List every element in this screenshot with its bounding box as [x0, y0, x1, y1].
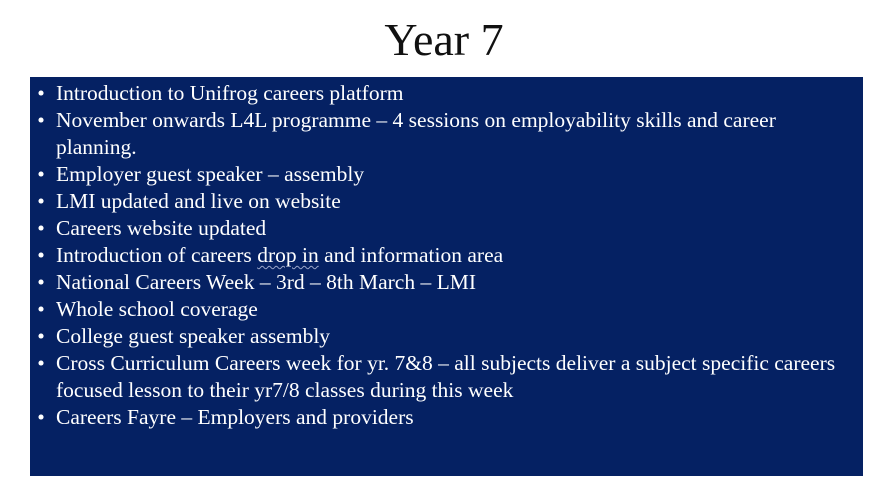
- bullet-text: National Careers Week – 3rd – 8th March – LMI: [56, 270, 476, 294]
- bullet-icon: •: [37, 108, 45, 132]
- bullet-text: Whole school coverage: [56, 297, 258, 321]
- bullet-text-start: Introduction of careers: [56, 243, 258, 267]
- list-item: [30, 80, 853, 107]
- bullet-text: LMI updated and live on website: [56, 189, 341, 213]
- list-item: [30, 161, 853, 188]
- bullet-icon: •: [37, 351, 45, 375]
- bullet-list: [30, 77, 863, 431]
- content-box: [30, 77, 863, 476]
- bullet-icon: •: [37, 81, 45, 105]
- bullet-icon: •: [37, 189, 45, 213]
- bullet-text: Careers website updated: [56, 216, 267, 240]
- bullet-text: [56, 243, 503, 267]
- bullet-icon: •: [37, 297, 45, 321]
- list-item: [30, 107, 853, 161]
- bullet-icon: •: [37, 270, 45, 294]
- list-item: [30, 188, 853, 215]
- bullet-text: Cross Curriculum Careers week for yr. 7&8 – all subjects deliver a subject specific careers focused lesson to their yr7/8 classes during this week: [56, 351, 836, 402]
- bullet-icon: •: [37, 405, 45, 429]
- bullet-text: Careers Fayre – Employers and providers: [56, 405, 414, 429]
- bullet-text: Introduction to Unifrog careers platform: [56, 81, 404, 105]
- bullet-text: November onwards L4L programme – 4 sessions on employability skills and career planning.: [56, 108, 776, 159]
- bullet-text-end: and information area: [318, 243, 504, 267]
- list-item: [30, 215, 853, 242]
- slide-title: Year 7: [384, 14, 504, 65]
- bullet-text: College guest speaker assembly: [56, 324, 331, 348]
- bullet-icon: •: [37, 216, 45, 240]
- bullet-text: Employer guest speaker – assembly: [56, 162, 365, 186]
- list-item: [30, 242, 853, 269]
- list-item: [30, 350, 853, 404]
- list-item: [30, 296, 853, 323]
- bullet-icon: •: [37, 324, 45, 348]
- list-item: [30, 404, 853, 431]
- bullet-icon: •: [37, 162, 45, 186]
- list-item: [30, 323, 853, 350]
- bullet-icon: •: [37, 243, 45, 267]
- spellcheck-marked-text: drop in: [257, 243, 319, 267]
- list-item: [30, 269, 853, 296]
